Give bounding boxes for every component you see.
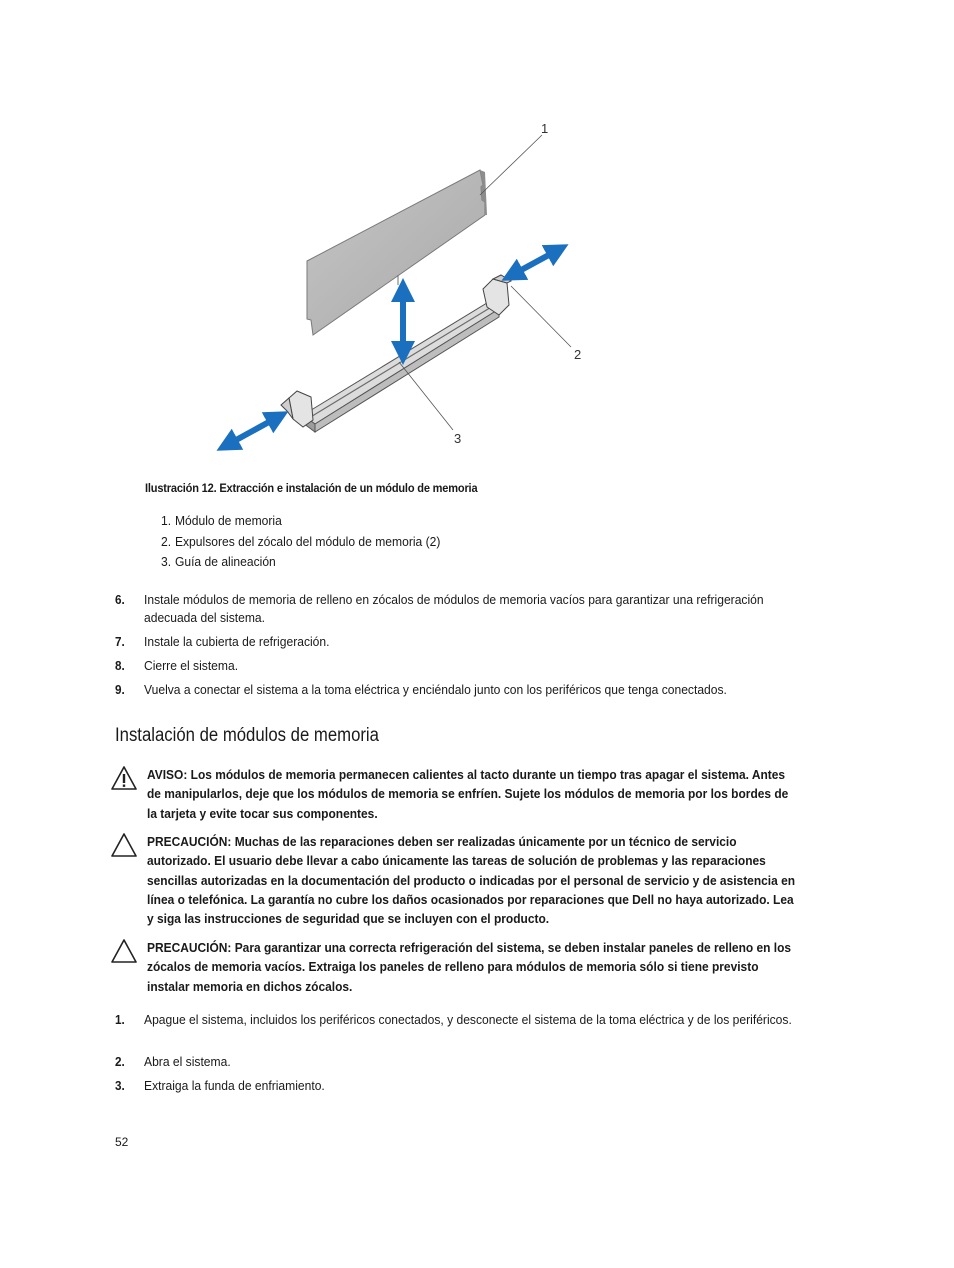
page-number: 52 [115,1135,129,1149]
step-number: 6. [115,592,125,607]
notice-text: PRECAUCIÓN: Muchas de las reparaciones deben ser realizadas únicamente por un técnico de servicio autorizado. El usuario debe llevar a cabo únicamente las tareas de solución de problemas y las reparaciones sencillas autorizadas en la documentación del producto o indicadas por el personal de servicio y de asistencia en línea o telefónica. La garantía no cubre los daños ocasionados por reparaciones que Dell no haya autorizado. Lea y siga las instrucciones de seguridad que se incluyen con el producto. [147,834,796,927]
step-number: 2. [115,1054,125,1069]
step-number: 7. [115,634,125,649]
figure-legend [161,512,461,574]
callout-1: 1 [541,121,549,136]
step-number: 3. [115,1078,125,1093]
figure-caption: Ilustración 12. Extracción e instalación de un módulo de memoria [145,481,478,495]
step-number: 9. [115,682,125,697]
list-item: 3. Guía de alineación [161,554,276,569]
step-number: 1. [115,1012,125,1027]
list-item: 1. Módulo de memoria [161,513,282,528]
notice-text: PRECAUCIÓN: Para garantizar una correcta refrigeración del sistema, se deben instalar paneles de relleno en los zócalos de memoria vacíos. Extraiga los paneles de relleno para módulos de memoria sólo si tiene previsto instalar memoria en dichos zócalos. [147,940,792,994]
step-text: Abra el sistema. [144,1054,231,1069]
step-text: Apague el sistema, incluidos los periféricos conectados, y desconecte el sistema de la toma eléctrica y de los periféricos. [144,1012,792,1027]
notice-text: AVISO: Los módulos de memoria permanecen calientes al tacto durante un tiempo tras apagar el sistema. Antes de manipularlos, deje que los módulos de memoria se enfríen. Sujete los módulos de memoria por los bordes de la tarjeta y evite tocar sus componentes. [147,767,789,821]
step-text: Vuelva a conectar el sistema a la toma eléctrica y enciéndalo junto con los periféricos que tenga conectados. [144,682,727,697]
list-item: 2. Expulsores del zócalo del módulo de memoria (2) [161,533,441,549]
memory-module-illustration [215,115,595,460]
step-text: Instale la cubierta de refrigeración. [144,634,330,649]
caution-icon [110,832,138,858]
step-text: Cierre el sistema. [144,658,239,673]
callout-2: 2 [574,347,582,362]
step-text: Instale módulos de memoria de relleno en zócalos de módulos de memoria vacíos para garantizar una refrigeración adecuada del sistema. [144,592,764,625]
step-number: 8. [115,658,125,673]
section-heading: Instalación de módulos de memoria [115,725,379,746]
memory-module-shape [307,170,487,335]
callout-3: 3 [454,431,462,446]
caution-icon [110,938,138,964]
step-text: Extraiga la funda de enfriamiento. [144,1078,325,1093]
warning-icon [110,765,138,791]
